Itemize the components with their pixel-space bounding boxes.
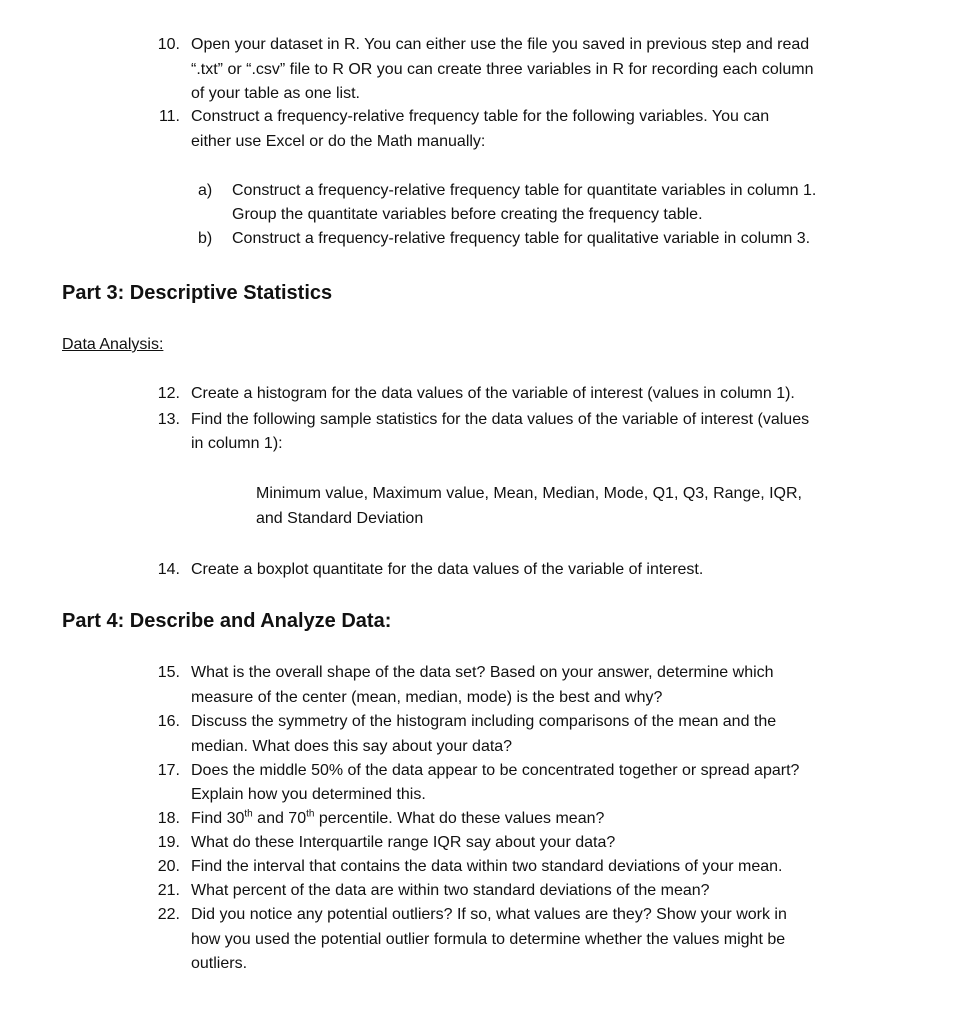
section-heading-part4: Part 4: Describe and Analyze Data:	[62, 610, 392, 632]
item-text-line: Create a boxplot quantitate for the data values of the variable of interest.	[191, 561, 704, 578]
sub-item-label: b)	[198, 230, 213, 247]
item-text-line: Create a histogram for the data values of the variable of interest (values in column 1).	[191, 385, 795, 402]
item-text-line: Does the middle 50% of the data appear to be concentrated together or spread apart?	[191, 762, 800, 779]
item-text-line: of your table as one list.	[191, 85, 360, 102]
item-number: 16.	[157, 713, 180, 730]
item-number: 14.	[157, 561, 180, 578]
item-number: 20.	[157, 858, 180, 875]
item-number: 22.	[157, 906, 180, 923]
item-number: 17.	[157, 762, 180, 779]
item-text-line: Construct a frequency-relative frequency table for the following variables. You can	[191, 108, 770, 125]
item-text-line: What is the overall shape of the data set? Based on your answer, determine which	[191, 664, 774, 681]
item-text-line: Open your dataset in R. You can either use the file you saved in previous step and read	[191, 36, 810, 53]
item-text-line: outliers.	[191, 955, 248, 972]
section-heading-part3: Part 3: Descriptive Statistics	[62, 282, 333, 304]
item-text-line: median. What does this say about your data?	[191, 738, 513, 755]
item-number: 19.	[157, 834, 180, 851]
item-text-line: either use Excel or do the Math manually:	[191, 133, 486, 150]
subheading-data-analysis: Data Analysis:	[62, 336, 164, 353]
item-text-line: Find 30th and 70th percentile. What do these values mean?	[191, 808, 605, 827]
item-number: 21.	[157, 882, 180, 899]
item-number: 15.	[157, 664, 180, 681]
sub-item-text-line: Group the quantitate variables before creating the frequency table.	[232, 206, 703, 223]
item-text-line: What percent of the data are within two standard deviations of the mean?	[191, 882, 710, 899]
item-text-line: What do these Interquartile range IQR say about your data?	[191, 834, 616, 851]
item-number: 12.	[157, 385, 180, 402]
sub-item-text-line: Construct a frequency-relative frequency table for quantitate variables in column 1.	[232, 182, 817, 199]
statistics-line: and Standard Deviation	[256, 510, 424, 527]
item-text-line: Find the following sample statistics for the data values of the variable of interest (values	[191, 411, 810, 428]
item-text-line: how you used the potential outlier formula to determine whether the values might be	[191, 931, 786, 948]
item-text-line: Find the interval that contains the data within two standard deviations of your mean.	[191, 858, 783, 875]
item-text-line: Explain how you determined this.	[191, 786, 426, 803]
item-number: 10.	[157, 36, 180, 53]
item-number: 18.	[157, 810, 180, 827]
item-text-line: measure of the center (mean, median, mode) is the best and why?	[191, 689, 663, 706]
item-text-line: “.txt” or “.csv” file to R OR you can create three variables in R for recording each column	[191, 61, 814, 78]
item-text-line: Did you notice any potential outliers? If so, what values are they? Show your work in	[191, 906, 787, 923]
item-number: 13.	[157, 411, 180, 428]
item-text-line: Discuss the symmetry of the histogram including comparisons of the mean and the	[191, 713, 777, 730]
statistics-line: Minimum value, Maximum value, Mean, Median, Mode, Q1, Q3, Range, IQR,	[256, 485, 802, 502]
item-text-line: in column 1):	[191, 435, 283, 452]
item-number: 11.	[158, 108, 180, 125]
sub-item-label: a)	[198, 182, 213, 199]
sub-item-text-line: Construct a frequency-relative frequency table for qualitative variable in column 3.	[232, 230, 811, 247]
